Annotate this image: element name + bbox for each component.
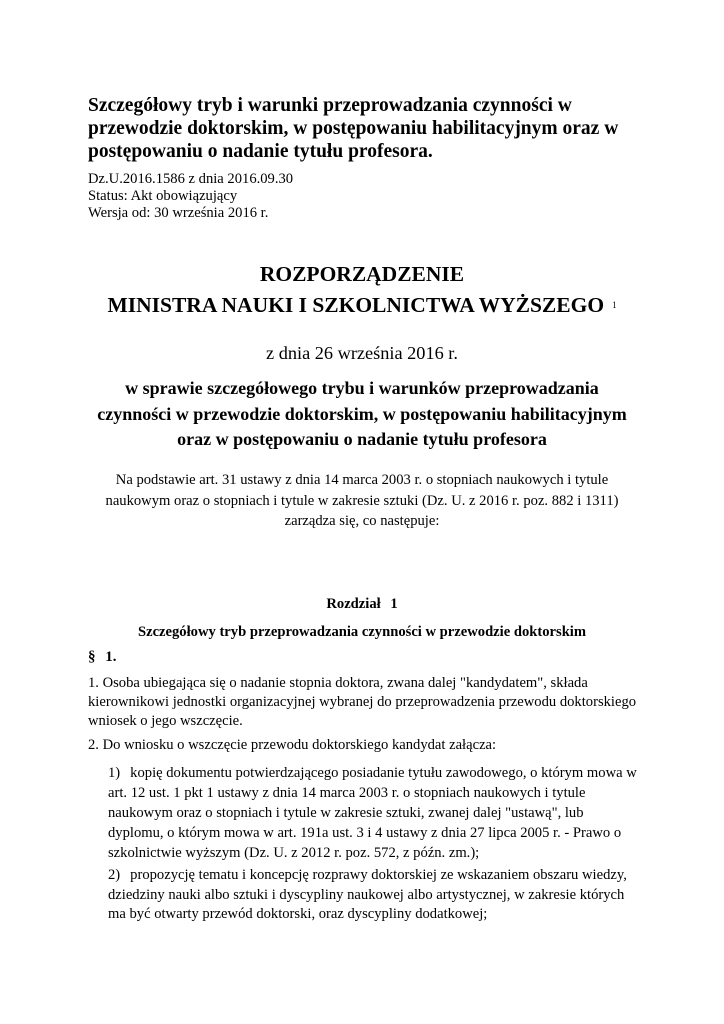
list-item-line: art. 12 ust. 1 pkt 1 ustawy z dnia 14 marca 2003 r. o stopniach naukowych i tytule (108, 785, 586, 801)
title-line: Szczegółowy tryb i warunki przeprowadzania czynności w (88, 95, 572, 116)
footnote-reference: 1 (612, 300, 617, 310)
list-item-line: dyplomu, o którym mowa w art. 191a ust. 3 i 4 ustawy z dnia 27 lipca 2005 r. - Prawo o (108, 825, 622, 841)
act-date: z dnia 26 września 2016 r. (266, 343, 458, 363)
list-item (108, 763, 637, 863)
paragraph-line: 1. Osoba ubiegająca się o nadanie stopnia doktora, zwana dalej "kandydatem", składa (88, 674, 588, 691)
legal-basis-line: naukowym oraz o stopniach i tytule w zakresie sztuki (Dz. U. z 2016 r. poz. 882 i 1311) (105, 492, 619, 509)
version-text: Wersja od: 30 września 2016 r. (88, 205, 269, 221)
list-item-line (108, 866, 627, 886)
list-item-text: propozycję tematu i koncepcję rozprawy doktorskiej ze wskazaniem obszaru wiedzy, (130, 867, 627, 883)
chapter-title: Szczegółowy tryb przeprowadzania czynności w przewodzie doktorskim (137, 624, 587, 640)
list-item-line: ma być otwarty przewód doktorski, oraz dyscypliny dodatkowej; (108, 906, 488, 922)
list-item-line: naukowym oraz o stopniach i tytule w zakresie sztuki, zwanej dalej "ustawą", lub (108, 805, 584, 821)
list-item (108, 866, 627, 925)
paragraph-2 (88, 736, 496, 755)
legal-basis-line: Na podstawie art. 31 ustawy z dnia 14 marca 2003 r. o stopniach naukowych i tytule (115, 472, 609, 488)
act-issuer-heading (0, 290, 724, 321)
list-item-line: dziedziny nauki albo sztuki i dyscypliny naukowej albo artystycznej, w zakresie których (108, 886, 625, 903)
paragraph-line: wniosek o jego wszczęcie. (88, 712, 243, 729)
paragraph-line: 2. Do wniosku o wszczęcie przewodu doktorskiego kandydat załącza: (88, 736, 497, 753)
act-type-heading: ROZPORZĄDZENIE (259, 262, 465, 286)
paragraph-line: kierownikowi jednostki organizacyjnej wybranej do przeprowadzenia przewodu doktorskiego (88, 693, 637, 710)
list-item-marker: 2) (108, 867, 121, 883)
publication-reference: Dz.U.2016.1586 z dnia 2016.09.30 (88, 171, 294, 187)
act-subject (0, 376, 724, 453)
title-line: przewodzie doktorskim, w postępowaniu habilitacyjnym oraz w (88, 118, 619, 139)
section-label: § 1. (88, 649, 117, 665)
list-item-line (108, 763, 637, 783)
legal-basis-line: zarządza się, co następuje: (284, 513, 440, 529)
title-line: postępowaniu o nadanie tytułu profesora. (88, 141, 433, 162)
document-title (88, 94, 618, 163)
subject-line: w sprawie szczegółowego trybu i warunków przeprowadzania (125, 378, 599, 398)
chapter-label: Rozdział 1 (326, 596, 398, 612)
act-issuer-text: MINISTRA NAUKI I SZKOLNICTWA WYŻSZEGO (107, 293, 605, 317)
list-item-marker: 1) (108, 765, 121, 781)
subject-line: czynności w przewodzie doktorskim, w postępowaniu habilitacyjnym (97, 403, 627, 424)
paragraph-1 (88, 674, 636, 731)
legal-basis (0, 470, 724, 532)
list-item-text: kopię dokumentu potwierdzającego posiadanie tytułu zawodowego, o którym mowa w (130, 765, 637, 781)
status-text: Status: Akt obowiązujący (88, 188, 238, 204)
subject-line: oraz w postępowaniu o nadanie tytułu profesora (177, 429, 547, 449)
list-item-line: szkolnictwie wyższym (Dz. U. z 2012 r. poz. 572, z późn. zm.); (108, 845, 480, 861)
document-metadata (88, 171, 293, 222)
